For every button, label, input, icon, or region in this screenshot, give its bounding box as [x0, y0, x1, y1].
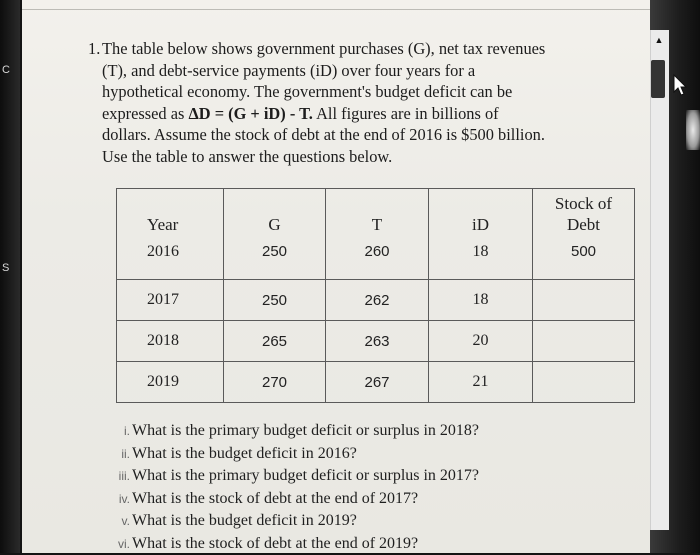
cell-t: 262 [326, 280, 429, 321]
scroll-up-arrow-icon[interactable]: ▲ [653, 34, 665, 46]
header-year: Year [117, 189, 224, 242]
problem-number: 1. [88, 38, 102, 60]
list-item [108, 420, 628, 443]
header-stock-of-debt [533, 189, 635, 242]
cell-year: 2019 [117, 362, 224, 403]
question-text: What is the stock of debt at the end of 2019? [132, 535, 418, 552]
cell-debt [533, 321, 635, 362]
header-t: T [326, 189, 429, 242]
edge-letter-top: C [2, 64, 10, 76]
cell-year: 2017 [117, 280, 224, 321]
cell-t: 267 [326, 362, 429, 403]
header-debt-line-2: Debt [567, 215, 600, 234]
cell-debt [533, 280, 635, 321]
problem-line-1: The table below shows government purchases (G), net tax revenues [102, 39, 545, 58]
question-numeral: iv. [108, 488, 130, 511]
header-id: iD [429, 189, 533, 242]
problem-line-5: dollars. Assume the stock of debt at the end of 2016 is $500 billion. [88, 124, 648, 146]
list-item [108, 465, 628, 488]
mouse-pointer-icon [673, 74, 687, 96]
question-list [108, 420, 628, 555]
question-numeral: vi. [108, 533, 130, 555]
question-text: What is the primary budget deficit or surplus in 2018? [132, 422, 479, 439]
problem-line-4-pre: expressed as [102, 104, 188, 123]
list-item [108, 510, 628, 533]
list-item [108, 533, 628, 555]
question-text: What is the stock of debt at the end of 2017? [132, 490, 418, 507]
edge-letter-mid: S [2, 262, 9, 274]
header-debt-line-1: Stock of [555, 194, 612, 213]
top-rule-line [22, 9, 650, 10]
cell-id: 18 [429, 241, 533, 280]
list-item [108, 488, 628, 511]
cell-debt [533, 362, 635, 403]
problem-line-3: hypothetical economy. The government's budget deficit can be [88, 81, 648, 103]
question-numeral: v. [108, 510, 130, 533]
problem-line-4 [88, 103, 648, 125]
budget-table [116, 188, 635, 403]
cell-id: 20 [429, 321, 533, 362]
cell-g: 250 [224, 241, 326, 280]
scrollbar-thumb[interactable] [651, 60, 665, 98]
problem-line-2: (T), and debt-service payments (iD) over four years for a [88, 60, 648, 82]
problem-line-4-post: All figures are in billions of [313, 104, 499, 123]
question-numeral: iii. [108, 465, 130, 488]
cell-g: 250 [224, 280, 326, 321]
screen-glare [686, 110, 700, 150]
table-row [117, 280, 635, 321]
cell-g: 265 [224, 321, 326, 362]
deficit-formula: ΔD = (G + iD) - T. [188, 104, 312, 123]
question-text: What is the budget deficit in 2019? [132, 512, 357, 529]
cell-year: 2018 [117, 321, 224, 362]
cell-t: 263 [326, 321, 429, 362]
problem-statement [88, 38, 648, 167]
table-header-row [117, 189, 635, 242]
header-g: G [224, 189, 326, 242]
cell-t: 260 [326, 241, 429, 280]
cell-debt: 500 [533, 241, 635, 280]
question-text: What is the budget deficit in 2016? [132, 445, 357, 462]
question-numeral: ii. [108, 443, 130, 466]
question-text: What is the primary budget deficit or surplus in 2017? [132, 467, 479, 484]
table-row [117, 321, 635, 362]
table-row [117, 362, 635, 403]
left-dark-edge [0, 0, 20, 553]
list-item [108, 443, 628, 466]
problem-line-6: Use the table to answer the questions below. [88, 146, 648, 168]
cell-id: 21 [429, 362, 533, 403]
table-row [117, 241, 635, 280]
question-numeral: i. [108, 420, 130, 443]
scrollbar-track[interactable] [650, 30, 669, 530]
cell-id: 18 [429, 280, 533, 321]
cell-year: 2016 [117, 241, 224, 280]
cell-g: 270 [224, 362, 326, 403]
